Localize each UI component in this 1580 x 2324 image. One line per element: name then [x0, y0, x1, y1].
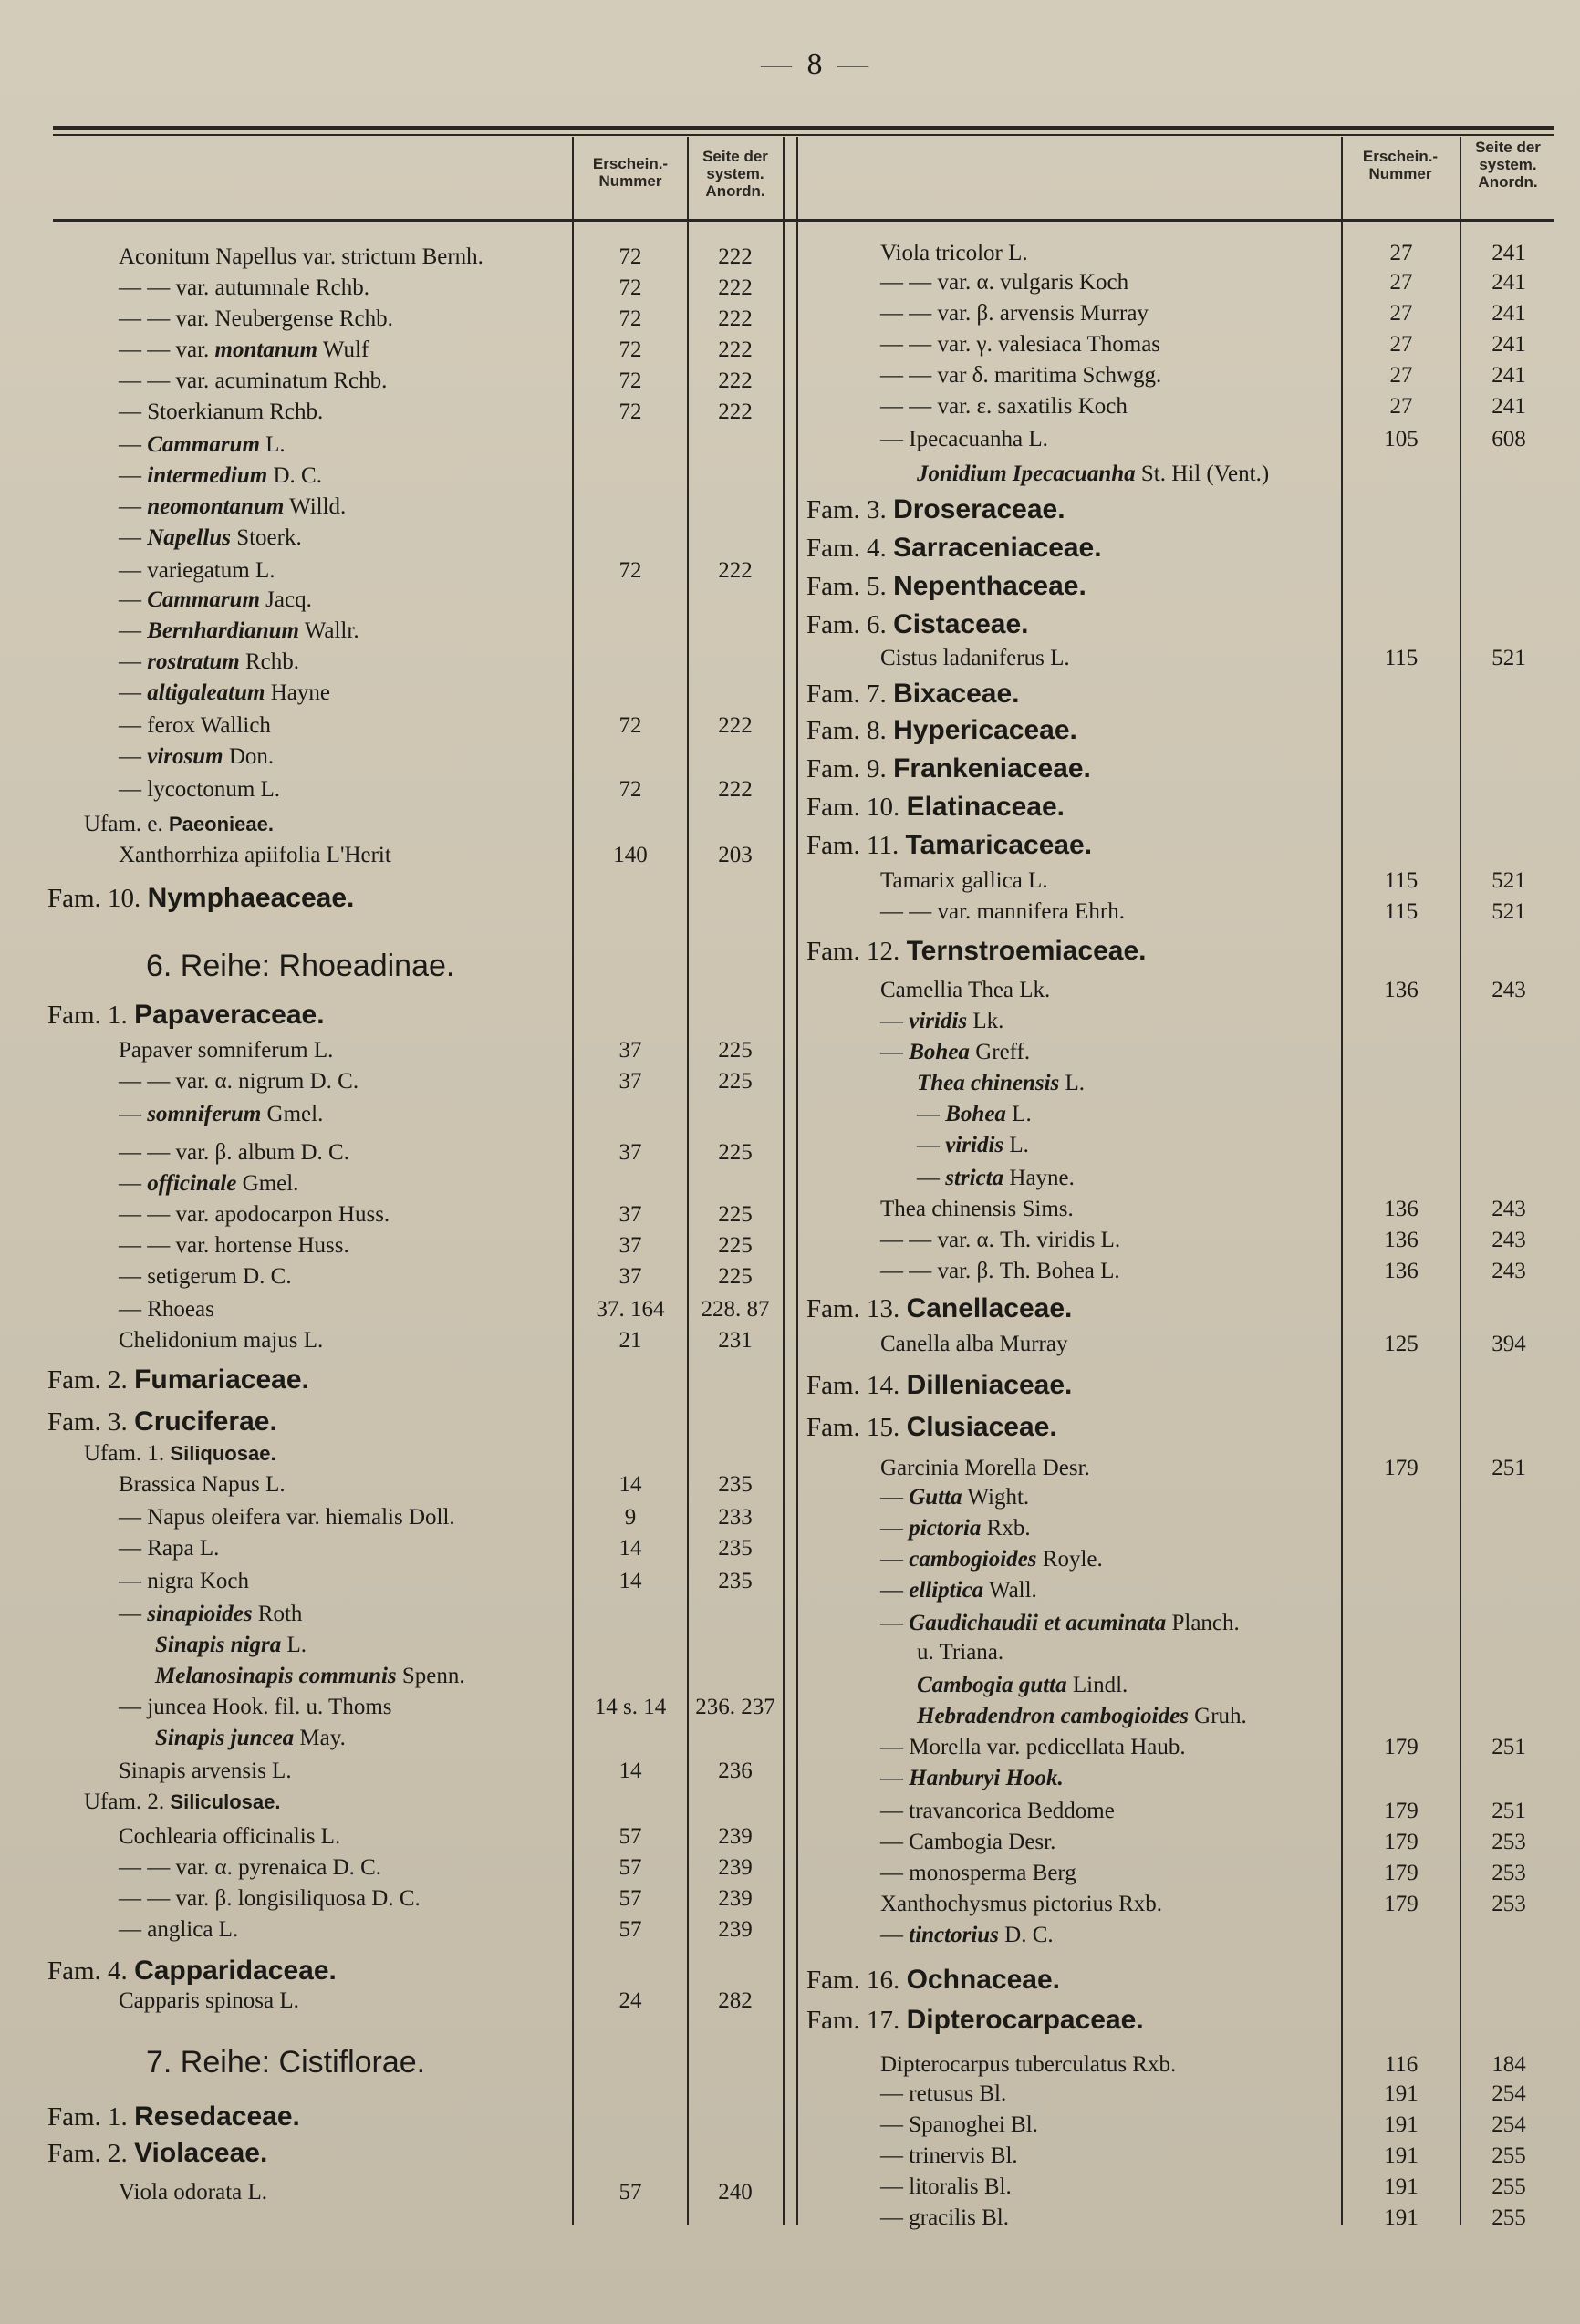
synonym-name: cambogioides	[909, 1547, 1037, 1572]
issue-number: 27	[1389, 363, 1413, 388]
family-name: Capparidaceae.	[134, 1956, 337, 1986]
issue-number: 72	[618, 713, 642, 738]
author-name: Hayne	[265, 680, 330, 705]
page-reference: 521	[1492, 646, 1526, 670]
page-reference: 243	[1492, 1197, 1526, 1221]
page-reference: 608	[1492, 427, 1526, 451]
synonym-name: neomontanum	[147, 494, 285, 519]
issue-number: 27	[1389, 332, 1413, 357]
issue-number: 37	[618, 1069, 642, 1094]
issue-number: 191	[1384, 2143, 1419, 2168]
family-name: Tamaricaceae.	[905, 830, 1093, 860]
page-reference: 225	[718, 1140, 753, 1165]
page-reference: 235	[718, 1536, 753, 1561]
page-number: — 8 —	[761, 47, 872, 81]
header-seite-anordnung: Seite der system. Anordn.	[1475, 139, 1541, 191]
page-reference: 521	[1492, 899, 1526, 924]
family-number: Fam. 1.	[47, 2102, 135, 2132]
page-reference: 225	[718, 1069, 753, 1094]
family-number: Fam. 3.	[47, 1407, 135, 1437]
issue-number: 179	[1384, 1456, 1419, 1480]
issue-number: 191	[1384, 2205, 1419, 2230]
issue-number: 72	[618, 777, 642, 802]
family-name: Canellaceae.	[906, 1293, 1073, 1323]
entry-prefix: —	[119, 1171, 148, 1196]
page-reference: 253	[1492, 1830, 1526, 1854]
page-reference: 243	[1492, 1228, 1526, 1252]
author-name: Greff.	[969, 1040, 1031, 1064]
page-reference: 251	[1492, 1456, 1526, 1480]
author-name: Lk.	[967, 1009, 1004, 1033]
page-reference: 225	[718, 1264, 753, 1289]
issue-number: 37	[618, 1202, 642, 1227]
synonym-name: somniferum	[147, 1102, 262, 1126]
page-reference: 282	[718, 1988, 753, 2013]
page-reference: 239	[718, 1855, 753, 1880]
page-reference: 253	[1492, 1861, 1526, 1885]
author-name: Wight.	[962, 1485, 1030, 1510]
family-number: Fam. 10.	[47, 884, 148, 913]
synonym-name: rostratum	[147, 649, 240, 674]
issue-number: 191	[1384, 2081, 1419, 2106]
family-name: Papaveraceae.	[134, 1000, 325, 1030]
synonym-name: sinapioides	[147, 1602, 253, 1626]
page-reference: 241	[1492, 270, 1526, 295]
synonym-name: tinctorius	[909, 1923, 999, 1947]
header-erschein-nummer: Erschein.- Nummer	[1362, 148, 1439, 182]
synonym-name: Thea chinensis	[917, 1071, 1060, 1095]
page-reference: 233	[718, 1505, 753, 1530]
synonym-name: officinale	[147, 1171, 237, 1196]
page-reference: 239	[718, 1917, 753, 1942]
page-reference: 241	[1492, 394, 1526, 419]
entry-prefix: —	[119, 432, 148, 457]
family-name: Frankeniaceae.	[893, 753, 1091, 783]
issue-number: 179	[1384, 1799, 1419, 1823]
family-name: Resedaceae.	[134, 2101, 300, 2132]
entry-prefix: —	[119, 587, 148, 612]
page-reference: 239	[718, 1886, 753, 1911]
subfamily-name: Paeonieae.	[169, 813, 274, 835]
synonym-name: altigaleatum	[147, 680, 265, 705]
page-reference: 255	[1492, 2174, 1526, 2199]
family-number: Fam. 5.	[806, 572, 894, 601]
author-name: Jacq.	[259, 587, 312, 612]
page-reference: 239	[718, 1824, 753, 1849]
family-number: Fam. 14.	[806, 1371, 907, 1400]
entry-prefix: —	[880, 1485, 910, 1510]
family-name: Elatinaceae.	[906, 792, 1065, 822]
family-name: Hypericaceae.	[893, 715, 1077, 745]
page-reference: 251	[1492, 1735, 1526, 1759]
entry-prefix: —	[119, 494, 148, 519]
page-reference: 235	[718, 1569, 753, 1593]
issue-number: 136	[1384, 1228, 1419, 1252]
author-name: Gmel.	[261, 1102, 324, 1126]
issue-number: 37. 164	[596, 1297, 665, 1322]
entry-prefix: —	[119, 680, 148, 705]
family-name: Ternstroemiaceae.	[906, 936, 1147, 966]
synonym-name: viridis	[945, 1133, 1004, 1157]
page-reference: 521	[1492, 868, 1526, 893]
header-erschein-nummer: Erschein.- Nummer	[592, 155, 669, 190]
page-reference: 253	[1492, 1892, 1526, 1916]
page-reference: 254	[1492, 2081, 1526, 2106]
issue-number: 125	[1384, 1332, 1419, 1356]
synonym-name: virosum	[147, 744, 223, 769]
author-name: Gruh.	[1188, 1704, 1247, 1728]
issue-number: 14	[618, 1472, 642, 1497]
synonym-name: elliptica	[909, 1578, 984, 1603]
family-name: Fumariaceae.	[134, 1364, 309, 1395]
author-name: May.	[294, 1726, 346, 1750]
page-reference: 255	[1492, 2143, 1526, 2168]
issue-number: 136	[1384, 1259, 1419, 1283]
issue-number: 27	[1389, 394, 1413, 419]
issue-number: 72	[618, 368, 642, 393]
family-number: Fam. 10.	[806, 793, 907, 822]
entry-prefix: —	[880, 1611, 910, 1635]
page-reference: 222	[718, 399, 753, 424]
family-number: Fam. 1.	[47, 1001, 135, 1030]
synonym-name: Cammarum	[147, 432, 260, 457]
entry-prefix: —	[917, 1166, 946, 1190]
author-name: L.	[1005, 1102, 1032, 1126]
page-reference: 228. 87	[701, 1297, 770, 1322]
page-reference: 241	[1492, 241, 1526, 265]
page-reference: 241	[1492, 332, 1526, 357]
page-reference: 222	[718, 244, 753, 269]
issue-number: 116	[1384, 2052, 1419, 2077]
entry-prefix: —	[119, 525, 148, 550]
family-number: Fam. 12.	[806, 937, 907, 966]
family-number: Fam. 4.	[47, 1956, 135, 1986]
issue-number: 37	[618, 1233, 642, 1258]
family-number: Fam. 2.	[47, 1365, 135, 1395]
issue-number: 37	[618, 1264, 642, 1289]
family-number: Fam. 16.	[806, 1966, 907, 1995]
family-number: Fam. 8.	[806, 716, 894, 745]
page-reference: 231	[718, 1328, 753, 1353]
family-name: Dilleniaceae.	[906, 1370, 1073, 1400]
issue-number: 14	[618, 1536, 642, 1561]
entry-prefix: —	[119, 1602, 148, 1626]
family-number: Fam. 11.	[806, 831, 906, 860]
family-name: Sarraceniaceae.	[893, 533, 1102, 563]
page-reference: 394	[1492, 1332, 1526, 1356]
entry-prefix: —	[880, 1578, 910, 1603]
author-name: Rchb.	[239, 649, 299, 674]
page-reference: 243	[1492, 978, 1526, 1002]
author-name: Wallr.	[299, 618, 359, 643]
page-reference: 240	[718, 2180, 753, 2205]
synonym-name: montanum	[214, 337, 318, 362]
entry-prefix: —	[119, 649, 148, 674]
issue-number: 27	[1389, 270, 1413, 295]
page-reference: 222	[718, 306, 753, 331]
page-reference: 222	[718, 275, 753, 300]
issue-number: 27	[1389, 241, 1413, 265]
issue-number: 57	[618, 1855, 642, 1880]
page-reference: 241	[1492, 301, 1526, 326]
entry-prefix: —	[119, 618, 148, 643]
page-reference: 236	[718, 1759, 753, 1783]
issue-number: 72	[618, 306, 642, 331]
issue-number: 179	[1384, 1892, 1419, 1916]
issue-number: 72	[618, 275, 642, 300]
issue-number: 179	[1384, 1861, 1419, 1885]
issue-number: 191	[1384, 2112, 1419, 2137]
synonym-name: Sinapis juncea	[155, 1726, 295, 1750]
issue-number: 72	[618, 558, 642, 583]
author-name: Spenn.	[396, 1664, 465, 1688]
issue-number: 37	[618, 1140, 642, 1165]
subfamily-number: Ufam. 2.	[84, 1790, 171, 1814]
issue-number: 136	[1384, 978, 1419, 1002]
entry-prefix: —	[917, 1102, 946, 1126]
issue-number: 115	[1384, 646, 1419, 670]
synonym-name: Jonidium Ipecacuanha	[917, 462, 1136, 486]
family-name: Clusiaceae.	[906, 1412, 1057, 1442]
issue-number: 14 s. 14	[594, 1695, 667, 1719]
synonym-name: stricta	[945, 1166, 1004, 1190]
author-name: Wall.	[983, 1578, 1037, 1603]
family-number: Fam. 13.	[806, 1294, 907, 1323]
author-name: L.	[1059, 1071, 1086, 1095]
author-name: Hayne.	[1003, 1166, 1075, 1190]
page-reference: 184	[1492, 2052, 1526, 2077]
family-name: Nepenthaceae.	[893, 571, 1086, 601]
page-reference: 236. 237	[695, 1695, 775, 1719]
page-reference: 225	[718, 1233, 753, 1258]
entry-prefix: —	[880, 1923, 910, 1947]
author-name: L.	[281, 1633, 307, 1657]
page-reference: 222	[718, 713, 753, 738]
synonym-name: pictoria	[909, 1516, 982, 1541]
issue-number: 14	[618, 1569, 642, 1593]
entry-prefix: —	[880, 1040, 910, 1064]
family-name: Violaceae.	[134, 2138, 268, 2168]
issue-number: 179	[1384, 1735, 1419, 1759]
issue-number: 136	[1384, 1197, 1419, 1221]
synonym-name: Hebradendron cambogioides	[917, 1704, 1189, 1728]
issue-number: 9	[624, 1505, 637, 1530]
issue-number: 37	[618, 1038, 642, 1063]
author-name: Planch.	[1166, 1611, 1240, 1635]
synonym-name: Bohea	[945, 1102, 1006, 1126]
author-name: Roth	[252, 1602, 303, 1626]
synonym-name: Sinapis nigra	[155, 1633, 282, 1657]
synonym-name: Hanburyi Hook.	[909, 1766, 1064, 1790]
author-name: Willd.	[284, 494, 347, 519]
entry-prefix: —	[880, 1009, 910, 1033]
issue-number: 115	[1384, 868, 1419, 893]
synonym-name: viridis	[909, 1009, 968, 1033]
subfamily-name: Siliquosae.	[170, 1442, 276, 1465]
issue-number: 105	[1384, 427, 1419, 451]
family-number: Fam. 17.	[806, 2006, 907, 2035]
author-name: St. Hil (Vent.)	[1135, 462, 1270, 486]
synonym-name: Bernhardianum	[147, 618, 299, 643]
header-seite-anordnung: Seite der system. Anordn.	[702, 148, 768, 200]
issue-number: 140	[613, 843, 648, 867]
page-reference: 241	[1492, 363, 1526, 388]
issue-number: 21	[618, 1328, 642, 1353]
family-name: Cruciferae.	[134, 1406, 277, 1437]
entry-prefix: —	[119, 744, 148, 769]
page-reference: 255	[1492, 2205, 1526, 2230]
author-name: Stoerk.	[230, 525, 302, 550]
page-reference: 222	[718, 558, 753, 583]
entry-prefix: —	[880, 1766, 910, 1790]
family-name: Ochnaceae.	[906, 1965, 1060, 1995]
family-number: Fam. 4.	[806, 534, 894, 563]
page-reference: 222	[718, 368, 753, 393]
author-name: L.	[259, 432, 286, 457]
family-name: Nymphaeaceae.	[147, 883, 355, 913]
page-reference: 222	[718, 337, 753, 362]
issue-number: 72	[618, 337, 642, 362]
page-reference: 222	[718, 777, 753, 802]
page-reference: 235	[718, 1472, 753, 1497]
page-reference: 203	[718, 843, 753, 867]
issue-number: 14	[618, 1759, 642, 1783]
entry-prefix: —	[119, 1102, 148, 1126]
synonym-name: intermedium	[147, 463, 268, 488]
issue-number: 57	[618, 2180, 642, 2205]
synonym-name: Cambogia gutta	[917, 1673, 1067, 1697]
synonym-name: Melanosinapis communis	[155, 1664, 397, 1688]
entry-prefix: —	[119, 463, 148, 488]
author-name: Lindl.	[1066, 1673, 1128, 1697]
family-name: Bixaceae.	[893, 679, 1020, 709]
page-reference: 225	[718, 1202, 753, 1227]
issue-number: 72	[618, 244, 642, 269]
issue-number: 115	[1384, 899, 1419, 924]
entry-prefix: —	[917, 1133, 946, 1157]
subfamily-number: Ufam. 1.	[84, 1441, 171, 1466]
family-number: Fam. 9.	[806, 754, 894, 783]
page-reference: 254	[1492, 2112, 1526, 2137]
author-name: Gmel.	[236, 1171, 299, 1196]
page-reference: 243	[1492, 1259, 1526, 1283]
author-name: Don.	[223, 744, 275, 769]
family-number: Fam. 7.	[806, 680, 894, 709]
family-name: Dipterocarpaceae.	[906, 2005, 1144, 2035]
family-name: Cistaceae.	[893, 609, 1029, 639]
page-reference: 251	[1492, 1799, 1526, 1823]
subfamily-name: Siliculosae.	[170, 1790, 281, 1813]
issue-number: 179	[1384, 1830, 1419, 1854]
issue-number: 27	[1389, 301, 1413, 326]
issue-number: 57	[618, 1917, 642, 1942]
issue-number: 57	[618, 1886, 642, 1911]
author-name: Royle.	[1036, 1547, 1103, 1572]
family-number: Fam. 15.	[806, 1413, 907, 1442]
issue-number: 191	[1384, 2174, 1419, 2199]
author-name: D. C.	[998, 1923, 1054, 1947]
entry-prefix: — — var.	[119, 337, 215, 362]
left-column: Aconitum Napellus var. strictum Bernh. 72 222 — — var. autumnale Rchb. 72 222 — — var. Neubergense Rchb. 72 222 — — var. montanum Wulf 72 222 — — var. acuminatum Rchb. 72 222 — Stoerkianum Rchb. 72 222 — Cammarum L. — intermedium D. C. — neomontanum Willd. — Napellus Stoerk. — variegatum L. 72 222 — Cammarum Jacq. — Bernhardianum Wallr. — rostratum Rchb. — altigaleatum Hayne — ferox Wallich 72 222 — virosum Don. — lycoctonum L. 72 222 Ufam. e. Paeonieae. Xanthorrhiza apiifolia L'Herit 140 203 Fam. 10. Nymphaeaceae. 6. Reihe: Rhoeadinae. Fam. 1. Papaveraceae. Papaver somniferum L. 37 225 — — var. α. nigrum D. C. 37 225 — somniferum Gmel. — — var. β. album D. C. 37 225 — officinale Gmel. — — var. apodocarpon Huss. 37 225 — — var. hortense Huss. 37 225 — setigerum D. C. 37 225 — Rhoeas 37. 164 228. 87 Chelidonium majus L. 21 231 Fam. 2. Fumariaceae. Fam. 3. Cruciferae. Ufam. 1. Siliquosae. Brassica Napus L. 14 235 — Napus oleifera var. hiemalis Doll. 9 233 — Rapa L. 14 235 — nigra Koch 14 235 — sinapioides Roth Sinapis nigra L. Melanosinapis communis Spenn. — juncea Hook. fil. u. Thoms 14 s. 14 236. 237 Sinapis juncea May. Sinapis arvensis L. 14 236 Ufam. 2. Siliculosae. Cochlearia officinalis L. 57 239 — — var. α. pyrenaica D. C. 57 239 — — var. β. longisiliquosa D. C. 57 239 — anglica L. 57 239 Fam. 4. Capparidaceae. Capparis spinosa L. 24 282 7. Reihe: Cistiflorae. Fam. 1. Resedaceae. Fam. 2. Violaceae. Viola odorata L. 57 240	[0, 0, 790, 2324]
synonym-name: Bohea	[909, 1040, 970, 1064]
entry-prefix: —	[880, 1547, 910, 1572]
synonym-name: Gutta	[909, 1485, 962, 1510]
synonym-name: Gaudichaudii et acuminata	[909, 1611, 1167, 1635]
issue-number: 24	[618, 1988, 642, 2013]
page-reference: 225	[718, 1038, 753, 1063]
author-name: Rxb.	[981, 1516, 1031, 1541]
subfamily-number: Ufam. e.	[84, 812, 170, 836]
family-number: Fam. 2.	[47, 2139, 135, 2168]
family-name: Droseraceae.	[893, 494, 1065, 524]
synonym-name: Cammarum	[147, 587, 260, 612]
author-name: D. C.	[267, 463, 322, 488]
issue-number: 57	[618, 1824, 642, 1849]
issue-number: 72	[618, 399, 642, 424]
author-name: Wulf	[317, 337, 369, 362]
synonym-name: Napellus	[147, 525, 231, 550]
right-column: Viola tricolor L. 27 241 — — var. α. vulgaris Koch 27 241 — — var. β. arvensis Murray 27 241 — — var. γ. valesiaca Thomas 27 241 — — var δ. maritima Schwgg. 27 241 — — var. ε. saxatilis Koch 27 241 — Ipecacuanha L. 105 608 Jonidium Ipecacuanha St. Hil (Vent.) Fam. 3. Droseraceae. Fam. 4. Sarraceniaceae. Fam. 5. Nepenthaceae. Fam. 6. Cistaceae. Cistus ladaniferus L. 115 521 Fam. 7. Bixaceae. Fam. 8. Hypericaceae. Fam. 9. Frankeniaceae. Fam. 10. Elatinaceae. Fam. 11. Tamaricaceae. Tamarix gallica L. 115 521 — — var. mannifera Ehrh. 115 521 Fam. 12. Ternstroemiaceae. Camellia Thea Lk. 136 243 — viridis Lk. — Bohea Greff. Thea chinensis L. — Bohea L. — viridis L. — stricta Hayne. Thea chinensis Sims. 136 243 — — var. α. Th. viridis L. 136 243 — — var. β. Th. Bohea L. 136 243 Fam. 13. Canellaceae. Canella alba Murray 125 394 Fam. 14. Dilleniaceae. Fam. 15. Clusiaceae. Garcinia Morella Desr. 179 251 — Gutta Wight. — pictoria Rxb. — cambogioides Royle. — elliptica Wall. — Gaudichaudii et acuminata Planch. u. Triana. Cambogia gutta Lindl. Hebradendron cambogioides Gruh. — Morella var. pedicellata Haub. 179 251 — Hanburyi Hook. — travancorica Beddome 179 251 — Cambogia Desr. 179 253 — monosperma Berg 179 253 Xanthochysmus pictorius Rxb. 179 253 — tinctorius D. C. Fam. 16. Ochnaceae. Fam. 17. Dipterocarpaceae. Dipterocarpus tuberculatus Rxb. 116 184 — retusus Bl. 191 254 — Spanoghei Bl. 191 254 — trinervis Bl. 191 255 — litoralis Bl. 191 255 — gracilis Bl. 191 255	[0, 0, 1580, 2324]
family-number: Fam. 3.	[806, 495, 894, 524]
entry-prefix: —	[880, 1516, 910, 1541]
family-number: Fam. 6.	[806, 610, 894, 639]
author-name: L.	[1003, 1133, 1029, 1157]
